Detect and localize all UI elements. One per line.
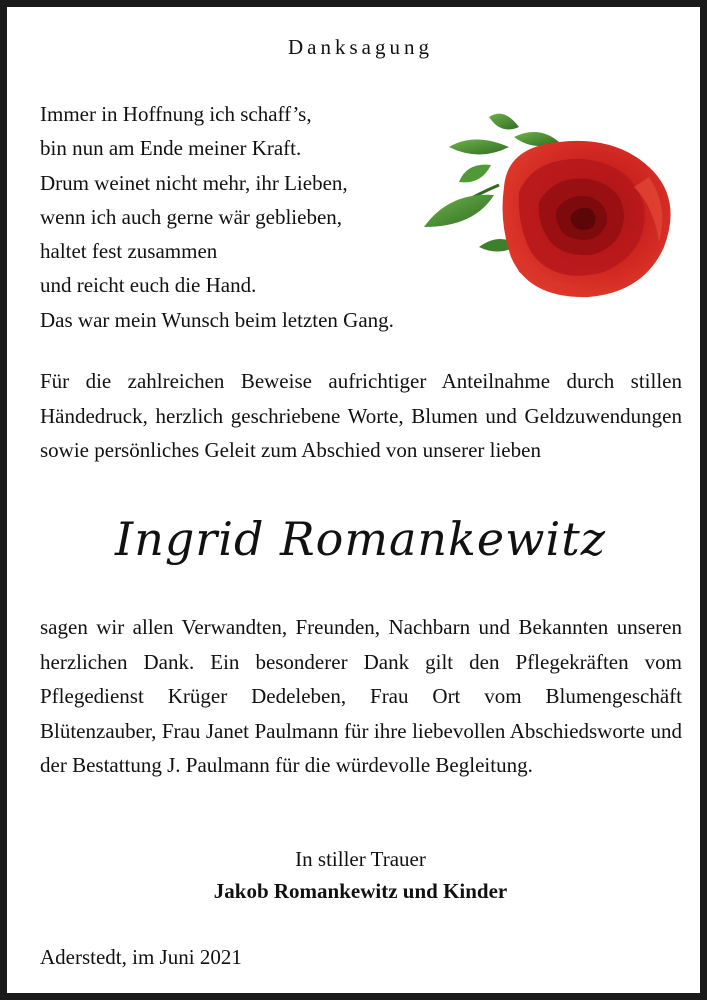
intro-paragraph: Für die zahlreichen Beweise aufrichtiger Anteilnahme durch stillen Händedruck, herzlich geschriebene Worte, Blumen und Geldzuwendungen sowie persönliches Geleit zum Abschied von unserer lieben bbox=[40, 369, 682, 462]
red-rose-icon bbox=[419, 107, 681, 302]
place-date: Aderstedt, im Juni 2021 bbox=[40, 945, 242, 969]
poem bbox=[40, 97, 480, 337]
mourning-line: In stiller Trauer bbox=[295, 847, 426, 871]
poem-line: Immer in Hoffnung ich schaff’s, bbox=[40, 102, 312, 126]
thanks-paragraph: sagen wir allen Verwandten, Freunden, Nachbarn und Bekannten unseren herzlichen Dank. Ein besonderer Dank gilt den Pflegekräften vom Pflegedienst Krüger Dedeleben, Frau Ort vom Blumengeschäft Blütenzauber, Frau Janet Paulmann für ihre liebevollen Abschiedsworte und der Bestattung J. Paulmann für die würdevolle Begleitung. bbox=[40, 615, 682, 777]
deceased-name: Ingrid Romankewitz bbox=[115, 512, 606, 566]
poem-line: und reicht euch die Hand. bbox=[40, 273, 257, 298]
poem-line: bin nun am Ende meiner Kraft. bbox=[40, 136, 302, 161]
poem-line: Das war mein Wunsch beim letzten Gang. bbox=[40, 307, 394, 332]
notice-heading: Danksagung bbox=[288, 35, 433, 59]
poem-line: wenn ich auch gerne wär geblieben, bbox=[40, 204, 343, 229]
signed-by: Jakob Romankewitz und Kinder bbox=[213, 879, 508, 903]
poem-line: haltet fest zusammen bbox=[40, 239, 218, 264]
poem-line: Drum weinet nicht mehr, ihr Lieben, bbox=[40, 170, 348, 195]
